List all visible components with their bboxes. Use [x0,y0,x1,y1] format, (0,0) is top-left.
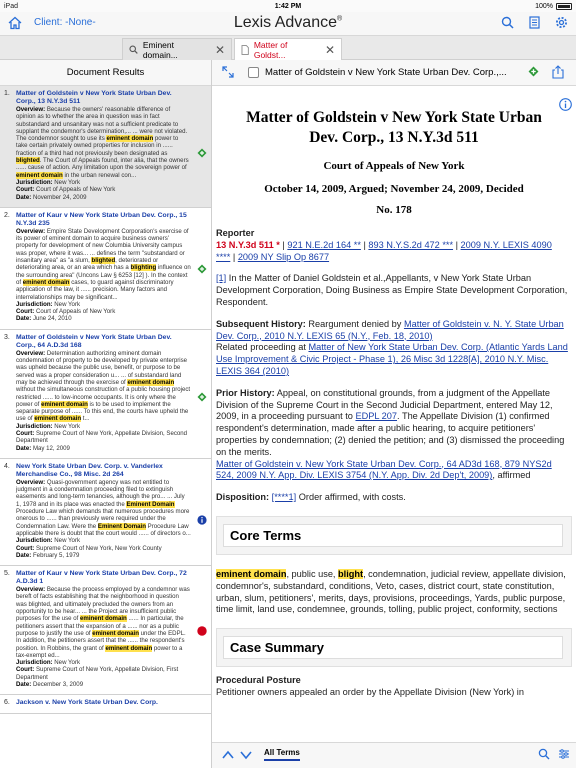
shepards-green-diamond-icon[interactable] [197,264,207,274]
prior-history-text: . The Appellate Division (1) confirmed respondent's determination, made after a public hearing, to acquire petitioners' properties by condemnation; (2) denied the petition; and (3) dismissed the proceeding on the merits. [216,411,565,457]
result-date [16,681,191,688]
subsequent-history-label: Subsequent History: [216,318,306,329]
search-term-highlight: blighting [130,264,157,272]
overview-text: Procedure Law which demands that numerous procedures more onerous to ...... than previously were required under the Condemnation Law. Were the [16,508,190,530]
search-icon[interactable] [501,16,514,29]
app-title-text: Lexis Advance [233,14,337,31]
overview-text: cases, to guard against discriminatory application of the law, it ...... precision. Many factors and interrelationships may be significant... [16,278,174,301]
subsequent-history [216,319,572,378]
tab-document[interactable] [234,38,342,60]
prior-history [216,388,572,482]
overview-text: Determination authorizing eminent domain condemnation of property to be developed by private enterprise was upheld because the public use, benefit, or purpose to be served was a proper consideration u... ... of substandard land may be achieved through the exercise of [16,349,188,386]
result-overview [16,479,191,537]
overview-label: Overview: [16,106,46,113]
search-term-highlight: eminent domain [80,615,127,623]
result-number: 5. [4,570,10,578]
result-jurisdiction [16,659,191,666]
field-value: New York [54,300,81,308]
document-toolbar [212,742,576,768]
statute-link[interactable]: EDPL 207 [355,411,398,422]
disposition-label: Disposition: [216,492,270,503]
field-label: Date: [16,444,32,452]
field-value: New York [54,422,81,430]
citation-link[interactable]: 2009 N.Y. LEXIS 4090 **** [216,239,552,262]
field-label: Court: [16,429,35,437]
search-term-highlight: eminent domain [41,400,88,408]
document-results-panel [0,60,212,768]
overview-text: power to take certain privately owned properties for inclusion in ...... fraction of a third had not previously been designated as [16,135,179,157]
search-term-highlight: blighted [91,257,116,265]
history-icon[interactable] [528,16,541,29]
result-item[interactable] [0,566,211,695]
overview-label: Overview: [16,349,46,357]
document-panel [212,60,576,768]
result-date [16,194,191,201]
overview-label: Overview: [16,586,46,594]
result-title[interactable]: Matter of Goldstein v New York State Urban Dev. Corp., 13 N.Y.3d 511 [16,90,172,105]
prior-history-link[interactable]: Matter of Goldstein v. New York State Urban Dev. Corp., 64 AD3d 168, 879 NYS2d 524, 2009 N.Y. App. Div. LEXIS 3754 (N.Y. App. Div. 2d Dep't, 2009) [216,458,552,481]
search-term-highlight: eminent domain [22,278,70,286]
shepards-green-diamond-icon[interactable] [197,392,207,402]
tab-bar [0,36,576,60]
field-label: Court: [16,666,35,674]
result-court [16,430,191,445]
result-title[interactable]: Jackson v. New York State Urban Dev. Corp. [16,699,158,707]
overview-text: t... [82,415,90,423]
result-number: 2. [4,211,10,219]
search-term-highlight: Eminent Domain [97,522,146,530]
toolbar-tools [538,748,570,760]
reporter-label: Reporter [216,228,255,238]
search-term-highlight: Eminent Domain [126,500,175,508]
share-icon[interactable] [552,65,564,79]
overview-text: is to be used to implement the separate purpose of ...... To this end, the courts have upheld the use of [16,400,189,423]
result-court [16,186,191,193]
result-overview [16,350,191,423]
overview-text: power to a tax-exempt ed... [16,644,183,659]
core-terms-heading[interactable]: Core Terms [223,524,563,547]
close-icon[interactable]: ✕ [324,42,335,57]
result-number: 4. [4,462,10,470]
overview-text: under the EDPL. In addition, the petitioners assert that the ...... the respondent's position. In Robbins, the grant of [16,629,186,652]
result-number: 6. [4,699,10,707]
result-item[interactable] [0,208,211,330]
search-term-highlight: blighted [16,157,40,165]
result-jurisdiction [16,537,191,544]
client-selector[interactable]: Client: -None- [34,17,96,28]
page-marker-link[interactable]: [****1] [271,492,297,503]
field-label: Jurisdiction: [16,422,53,430]
overview-text: ...... In particular, the petitioners assert that the expansion of a ...... nor as a public purpose to justify the use of [16,615,184,637]
nav-icons [501,16,568,29]
case-title: Matter of Goldstein v New York State Urban Dev. Corp., 13 N.Y.3d 511 [246,109,542,146]
field-label: Court: [16,186,35,194]
field-label: Jurisdiction: [16,537,53,545]
results-heading: Document Results [0,60,211,86]
previous-term-icon[interactable] [222,749,234,761]
overview-text: Because the process employed by a condemnor was bereft of facts establishing that the neighborhood in question was blighted, and ultimately precluded the owners from an opportunity to be hear... ... the Project are insufficient public purposes for the use of [16,586,190,623]
result-date [16,552,191,559]
search-term-highlight: eminent domain [127,378,175,386]
tab-label: Eminent domain... [142,39,178,60]
field-value: Court of Appeals of New York [35,308,116,316]
result-number: 3. [4,333,10,341]
field-label: Date: [16,315,32,323]
result-item[interactable] [0,459,211,566]
overview-text: without the simultaneous construction of a public housing project restricted ...... to low-income occupants. It is only where the power of [16,386,191,408]
search-icon [129,45,138,54]
result-date [16,445,191,452]
overview-text: influence on the surrounding area" (Uncons Law § 6253 [12] ). In the context of [16,264,191,286]
field-label: Date: [16,551,32,559]
reporter-section [216,228,572,263]
result-title[interactable]: Matter of Goldstein v New York State Urban Dev. Corp., 64 A.D.3d 168 [16,333,172,349]
citation-link[interactable]: 921 N.E.2d 164 ** [287,239,361,250]
overview-text: Empire State Development Corporation's exercise of its power of eminent domain to acquire business owners' property for development of new Columbia University campus was proper, where it was... ... defines the term "substandard or insanitary area" as "a slum, [16,227,189,265]
gear-icon[interactable] [555,16,568,29]
clock: 1:42 PM [274,2,302,10]
field-label: Court: [16,544,35,552]
result-title[interactable]: Matter of Kaur v New York State Urban Dev. Corp., 72 A.D.3d 1 [16,570,187,586]
result-number: 1. [4,90,10,97]
document-header [212,60,576,86]
overview-text: , deteriorated or deteriorating area, or an area which has a [16,257,159,272]
field-label: Court: [16,308,35,316]
procedural-posture [216,675,572,699]
search-term-highlight: eminent domain [216,568,287,579]
document-icon [241,45,249,55]
result-item[interactable] [0,695,211,714]
disposition [216,492,572,504]
overview-text: Quasi-government agency was not entitled to judgment in a condemnation proceeding filed to extinguish easements and long-term tenancies, although the pro... ... July 1, 1978 and in its place was enacted the [16,478,185,508]
case-court: Court of Appeals of New York [323,160,465,172]
field-value: June 24, 2010 [32,315,72,323]
field-label: Date: [16,193,32,201]
info-icon[interactable] [559,98,572,111]
device-label: iPad [4,2,19,10]
result-item[interactable] [0,330,211,459]
result-title[interactable]: New York State Urban Dev. Corp. v. Vanderlex Merchandise Co., 98 Misc. 2d 264 [16,462,163,478]
result-overview [16,106,191,179]
related-text: Related proceeding at [216,342,306,353]
search-term-highlight: eminent domain [34,415,82,423]
tab-search-results[interactable] [122,38,232,60]
settings-sliders-icon[interactable] [558,748,570,760]
overview-label: Overview: [16,227,46,235]
tab-label: Matter of Goldst... [253,39,288,60]
shepards-green-diamond-icon[interactable] [197,148,207,158]
result-jurisdiction [16,423,191,430]
field-label: Date: [16,681,32,688]
result-date [16,315,191,322]
case-summary-box [216,628,572,667]
overview-text: in the urban renewal con... [64,171,137,179]
info-circle-icon[interactable] [197,515,207,525]
app-title [0,14,576,32]
overview-text: . The Court of Appeals found, inter alia, that the owners ...... cause of action. Any limitation upon the sovereign power of [16,157,189,172]
battery-icon [556,3,572,10]
registered-mark: ® [337,15,343,23]
search-term-highlight: eminent domain [106,135,154,143]
result-jurisdiction [16,301,191,308]
close-icon[interactable]: ✕ [214,42,225,57]
field-value: May 12, 2009 [32,444,70,452]
related-proceeding-link[interactable]: Matter of New York State Urban Dev. Corp. (Atlantic Yards Land Use Improvement & Civic Project - Phase 1), 26 Misc 3d 1228[A], 2010 N.Y. Misc. LEXIS 364 (2010) [216,342,568,376]
result-jurisdiction [16,179,191,186]
result-court [16,666,191,681]
reporter-main-citation: 13 N.Y.3d 511 * [216,239,280,250]
all-terms-selector[interactable]: All Terms [264,748,300,761]
reporter-citations: 13 N.Y.3d 511 * | 921 N.E.2d 164 ** | 893 N.Y.S.2d 472 *** | 2009 N.Y. LEXIS 4090 **** | 2009 NY Slip Op 8677 [216,239,552,262]
subsequent-history-text: Reargument denied by [308,318,402,329]
document-body [212,86,576,742]
shepards-red-stop-icon[interactable] [197,626,207,636]
search-term-highlight: eminent domain [16,171,63,179]
parties-section [216,273,572,308]
field-value: February 5, 1979 [32,551,80,559]
citation-link[interactable]: 2009 NY Slip Op 8677 [237,251,330,262]
field-value: New York [54,537,81,545]
result-item[interactable] [0,86,211,208]
overview-text: Procedure Law applicable there is doubt that the court would ...... of directors o... [16,522,191,537]
search-term-highlight: eminent domain [92,629,139,637]
core-terms-box [216,516,572,555]
expand-icon[interactable] [222,66,234,78]
field-value: December 3, 2009 [32,681,84,688]
field-value: Supreme Court of New York, New York County [35,544,162,552]
prior-history-text: Appeal, on constitutional grounds, from a judgment of the Appellate Division of the Supreme Court in the Second Judicial Department, entered May 12, 2009, in a proceeding pursuant to [216,387,553,422]
document-header-title: Matter of Goldstein v New York State Urban Dev. Corp.,... [265,67,507,78]
result-overview [16,228,191,301]
result-court [16,545,191,552]
search-in-document-icon[interactable] [538,748,550,760]
field-label: Jurisdiction: [16,300,53,308]
core-terms-text: , condemnation, judicial review, appellate division, condemnor's, substandard, conditions, Veto, cases, district court, state constitution, urban, slum, petitioners', merits, days, provisions, proceedings, Yards, public purpose, time limit, land use, condemnee, grounds, tolling, public project, conformity, sections [216,568,566,615]
field-value: November 24, 2009 [32,193,87,201]
procedural-posture-text: Petitioner owners appealed an order by the Appellate Division (New York) in [216,686,524,697]
search-term-highlight: eminent domain [105,644,153,652]
field-value: Supreme Court of New York, Appellate Division, Second Department [16,429,188,445]
overview-text: Because the owners' reasonable difference of opinion as to whether the area in question was in fact substandard and unsanitary was not a sufficient predicate to supplant the condemnor's determination,... ... were not violated. The condemnor sought to use its [16,106,188,143]
procedural-posture-label: Procedural Posture [216,675,301,686]
next-term-icon[interactable] [240,749,252,761]
status-bar [0,0,576,12]
result-overview [16,586,191,659]
select-document-checkbox[interactable] [248,67,259,78]
case-number: No. 178 [376,204,412,216]
field-value: New York [54,659,81,667]
subsequent-history-link[interactable]: Matter of Goldstein v. N. Y. State Urban Dev. Corp., 2010 N.Y. LEXIS 65 (N.Y., Feb. 18, 2010) [216,318,564,341]
field-value: Court of Appeals of New York [35,186,116,194]
case-dates: October 14, 2009, Argued; November 24, 2009, Decided [264,183,524,195]
citation-link[interactable]: 893 N.Y.S.2d 472 *** [368,239,454,250]
parties-text: In the Matter of Daniel Goldstein et al.,Appellants, v New York State Urban Development Corporation, Doing Business as Empire State Development Corporation, Respondent. [216,273,568,307]
nav-bar [0,12,576,36]
prior-history-label: Prior History: [216,387,275,398]
field-value: Supreme Court of New York, Appellate Division, First Department [16,666,179,681]
search-term-highlight: blight [338,568,364,579]
page-marker-link[interactable]: [1] [216,273,227,284]
battery-percent: 100% [535,2,553,10]
field-label: Jurisdiction: [16,659,53,667]
disposition-text: Order affirmed, with costs. [298,492,406,503]
result-title[interactable]: Matter of Kaur v New York State Urban Dev. Corp., 15 N.Y.3d 235 [16,211,187,227]
overview-label: Overview: [16,478,46,486]
case-summary-heading[interactable]: Case Summary [223,636,563,659]
shepards-green-diamond-icon[interactable] [528,66,539,77]
field-value: New York [54,178,81,186]
result-court [16,308,191,315]
core-terms-text: , public use, [286,568,339,579]
prior-history-tail: , affirmed [492,470,531,481]
core-terms-list [216,569,572,616]
field-label: Jurisdiction: [16,178,53,186]
